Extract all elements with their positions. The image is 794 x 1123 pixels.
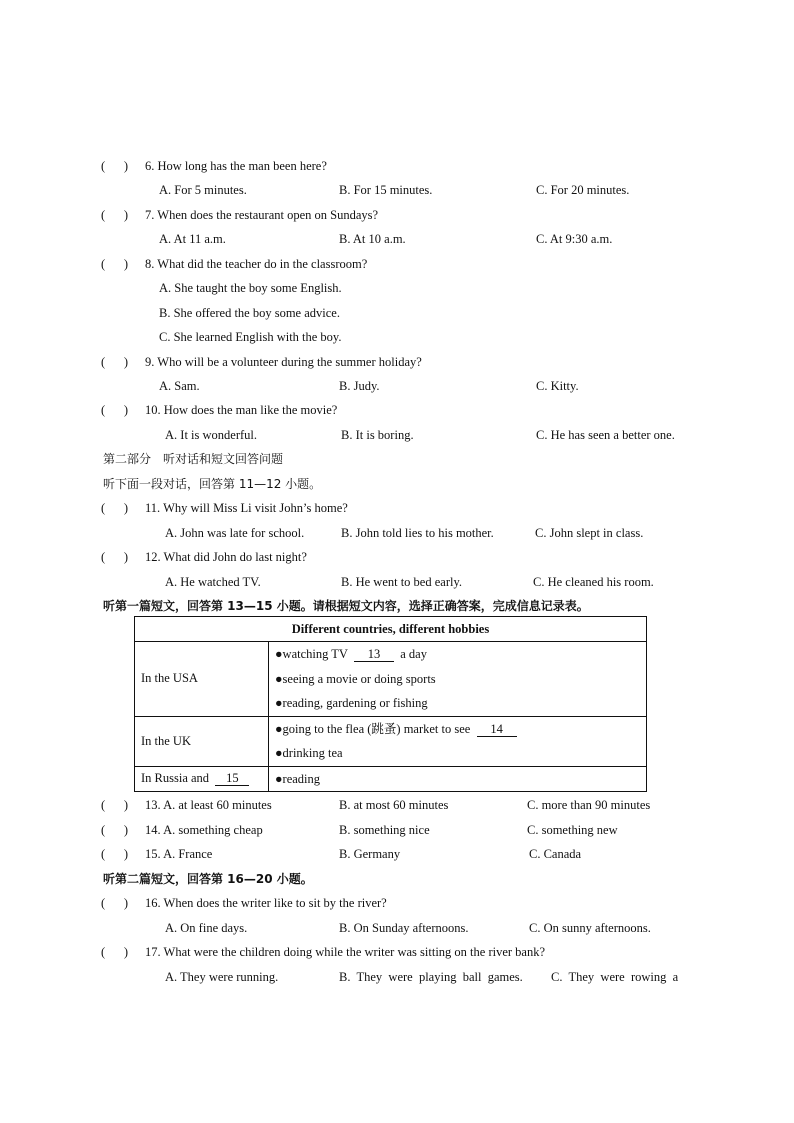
option-8c: C. She learned English with the boy. [159, 330, 342, 344]
question-13: 13. A. at least 60 minutes [145, 798, 272, 812]
hobby-item: ●watching TV 13 a day [275, 647, 427, 661]
option-15c: C. Canada [529, 847, 582, 861]
question-8: 8. What did the teacher do in the classroom? [145, 257, 368, 271]
answer-bracket: ( ) [101, 896, 129, 910]
hobby-item: ●seeing a movie or doing sports [275, 671, 436, 686]
dialog-instruction: 听下面一段对话，回答第 11—12 小题。 [103, 477, 322, 491]
option-6a: A. For 5 minutes. [159, 183, 247, 197]
option-7b: B. At 10 a.m. [339, 232, 406, 246]
hobby-item: ●drinking tea [275, 746, 343, 760]
option-11b: B. John told lies to his mother. [341, 526, 494, 540]
hobbies-usa [269, 642, 647, 717]
question-number: 7 [145, 208, 152, 222]
answer-blank[interactable]: 15 [215, 771, 249, 786]
country-russia: In Russia and 15 [135, 766, 269, 792]
answer-bracket: ( ) [101, 945, 129, 959]
hobbies-uk [269, 716, 647, 766]
answer-bracket: ( ) [101, 208, 129, 222]
answer-bracket: ( ) [101, 403, 129, 417]
question-16: 16. When does the writer like to sit by the river? [145, 896, 387, 910]
option-6c: C. For 20 minutes. [536, 183, 630, 197]
option-8b: B. She offered the boy some advice. [159, 306, 340, 320]
option-7c: C. At 9:30 a.m. [536, 232, 613, 246]
question-text: How long has the man been here? [157, 159, 327, 173]
question-number: 17 [145, 945, 158, 959]
option-13a: A. at least 60 minutes [163, 798, 272, 812]
question-text: When does the writer like to sit by the river? [163, 896, 387, 910]
option-12c: C. He cleaned his room. [533, 575, 654, 589]
option-15a: A. France [163, 847, 213, 861]
answer-bracket: ( ) [101, 159, 129, 173]
answer-bracket: ( ) [101, 550, 129, 564]
option-14c: C. something new [527, 823, 618, 837]
option-17b: B. They were playing ball games. [339, 970, 523, 984]
question-number: 9 [145, 355, 152, 369]
hobby-item: ●going to the flea (跳蚤) market to see 14 [275, 717, 640, 742]
question-number: 6 [145, 159, 152, 173]
option-17c: C. They were rowing a [551, 970, 679, 984]
question-number: 15 [145, 847, 158, 861]
option-16b: B. On Sunday afternoons. [339, 921, 469, 935]
option-9b: B. Judy. [339, 379, 380, 393]
answer-bracket: ( ) [101, 257, 129, 271]
question-number: 10 [145, 403, 158, 417]
info-record-table [134, 616, 647, 792]
answer-bracket: ( ) [101, 355, 129, 369]
question-number: 14 [145, 823, 158, 837]
question-10: 10. How does the man like the movie? [145, 403, 338, 417]
option-9c: C. Kitty. [536, 379, 579, 393]
question-number: 8 [145, 257, 152, 271]
option-17a: A. They were running. [165, 970, 279, 984]
question-17: 17. What were the children doing while the writer was sitting on the river bank? [145, 945, 546, 959]
section-title: 第二部分 听对话和短文回答问题 [103, 452, 284, 466]
option-13b: B. at most 60 minutes [339, 798, 449, 812]
option-11a: A. John was late for school. [165, 526, 305, 540]
question-14: 14. A. something cheap [145, 823, 263, 837]
passage1-instruction: 听第一篇短文，回答第 13—15 小题。请根据短文内容，选择正确答案，完成信息记录表。 [103, 599, 589, 613]
option-14a: A. something cheap [163, 823, 263, 837]
option-9a: A. Sam. [159, 379, 200, 393]
question-number: 11 [145, 501, 158, 515]
answer-blank[interactable]: 14 [477, 722, 517, 737]
answer-blank[interactable]: 13 [354, 647, 394, 662]
question-11: 11. Why will Miss Li visit John’s home? [145, 501, 348, 515]
question-6: 6. How long has the man been here? [145, 159, 327, 173]
answer-bracket: ( ) [101, 823, 129, 837]
option-16a: A. On fine days. [165, 921, 248, 935]
option-12a: A. He watched TV. [165, 575, 261, 589]
option-15b: B. Germany [339, 847, 401, 861]
question-15: 15. A. France [145, 847, 213, 861]
question-text: Why will Miss Li visit John’s home? [163, 501, 348, 515]
hobby-item: ●reading, gardening or fishing [275, 696, 428, 710]
question-number: 13 [145, 798, 158, 812]
answer-bracket: ( ) [101, 847, 129, 861]
question-7: 7. When does the restaurant open on Sundays? [145, 208, 379, 222]
table-title: Different countries, different hobbies [135, 617, 647, 642]
question-9: 9. Who will be a volunteer during the summer holiday? [145, 355, 422, 369]
option-12b: B. He went to bed early. [341, 575, 463, 589]
question-text: Who will be a volunteer during the summer holiday? [157, 355, 422, 369]
question-text: What did the teacher do in the classroom? [157, 257, 368, 271]
question-text: How does the man like the movie? [163, 403, 338, 417]
question-text: When does the restaurant open on Sundays? [157, 208, 379, 222]
question-12: 12. What did John do last night? [145, 550, 307, 564]
option-10a: A. It is wonderful. [165, 428, 257, 442]
question-number: 16 [145, 896, 158, 910]
option-7a: A. At 11 a.m. [159, 232, 226, 246]
passage2-instruction: 听第二篇短文，回答第 16—20 小题。 [103, 872, 313, 886]
question-text: What did John do last night? [163, 550, 307, 564]
option-10b: B. It is boring. [341, 428, 414, 442]
option-13c: C. more than 90 minutes [527, 798, 651, 812]
option-6b: B. For 15 minutes. [339, 183, 433, 197]
option-8a: A. She taught the boy some English. [159, 281, 342, 295]
hobby-item: ●reading [275, 771, 321, 786]
answer-bracket: ( ) [101, 501, 129, 515]
question-text: What were the children doing while the writer was sitting on the river bank? [163, 945, 546, 959]
option-11c: C. John slept in class. [535, 526, 644, 540]
option-10c: C. He has seen a better one. [536, 428, 675, 442]
country-uk: In the UK [135, 716, 269, 766]
option-14b: B. something nice [339, 823, 430, 837]
question-number: 12 [145, 550, 158, 564]
answer-bracket: ( ) [101, 798, 129, 812]
country-usa: In the USA [135, 642, 269, 717]
hobbies-russia [269, 766, 647, 792]
option-16c: C. On sunny afternoons. [529, 921, 651, 935]
